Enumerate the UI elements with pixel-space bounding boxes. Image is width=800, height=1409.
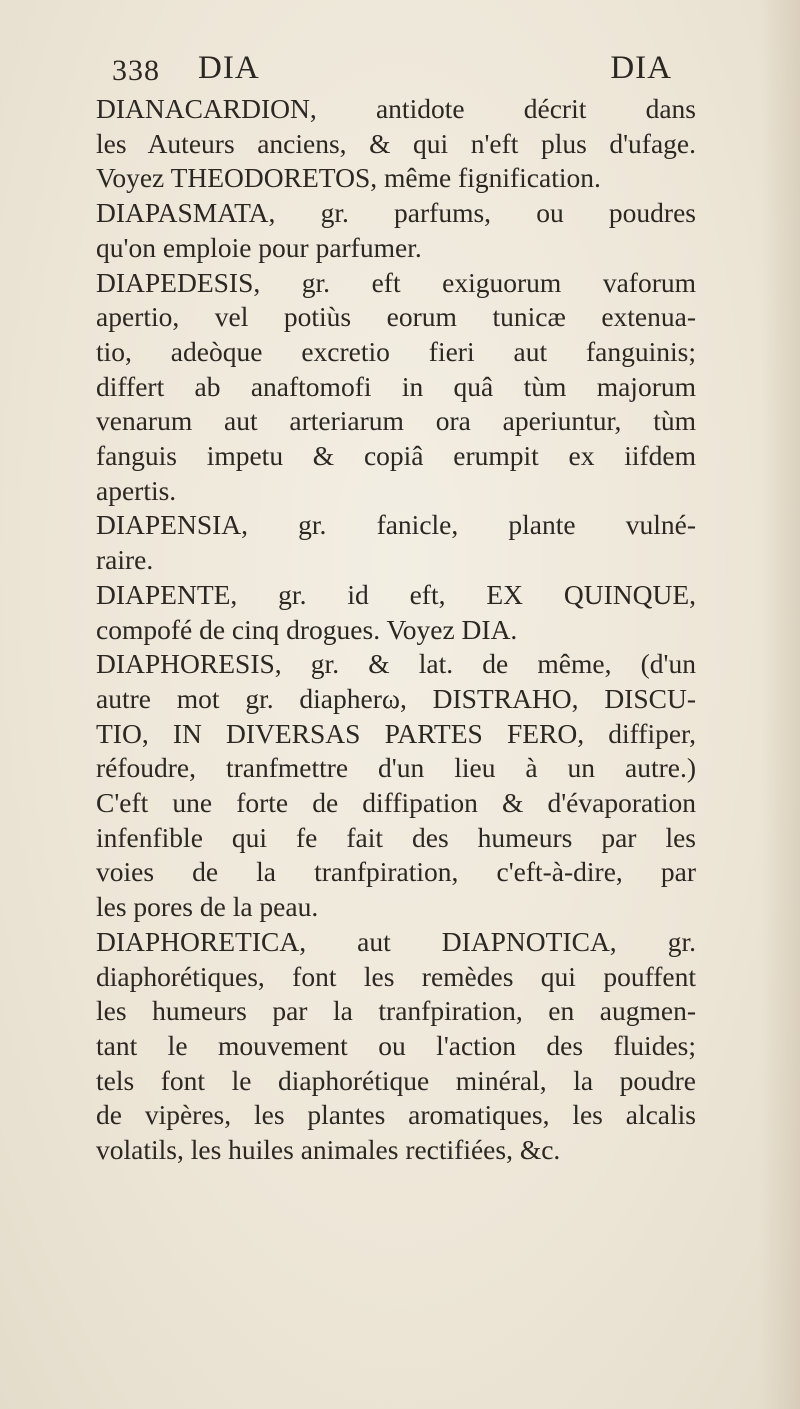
- text-line: DIANACARDION, antidote décrit dans: [96, 93, 696, 124]
- text-line: DIAPEDESIS, gr. eft exiguorum vaforum: [96, 266, 696, 298]
- entry-diapasmata: [96, 196, 696, 265]
- text-line: tels font le diaphorétique minéral, la poudre: [96, 1064, 696, 1096]
- text-line: tant le mouvement ou l'action des fluides;: [96, 1029, 696, 1061]
- header-right-word: DIA: [610, 50, 672, 86]
- header-left-word: DIA: [198, 50, 260, 86]
- text-line: diaphorétiques, font les remèdes qui pouffent: [96, 960, 696, 992]
- entry-diapedesis: [96, 266, 696, 509]
- text-line: differt ab anaftomofi in quâ tùm majorum: [96, 370, 696, 402]
- text-line: apertis.: [96, 474, 177, 506]
- text-line: DIAPHORETICA, aut DIAPNOTICA, gr.: [96, 925, 696, 957]
- entry-dianacardion: [96, 92, 696, 196]
- text-line: qu'on emploie pour parfumer.: [96, 231, 422, 263]
- page-number: 338: [112, 54, 160, 87]
- text-line: tio, adeòque excretio fieri aut fanguinis;: [96, 335, 696, 367]
- text-line: voies de la tranfpiration, c'eft-à-dire, par: [96, 856, 696, 888]
- dictionary-text: [96, 92, 696, 1168]
- text-line: les humeurs par la tranfpiration, en augmen-: [96, 995, 696, 1027]
- text-line: Voyez THEODORETOS, même fignification.: [96, 162, 601, 194]
- text-line: raire.: [96, 544, 154, 576]
- text-line: venarum aut arteriarum ora aperiuntur, tùm: [96, 405, 696, 437]
- text-line: les Auteurs anciens, & qui n'eft plus d'ufage.: [96, 127, 696, 159]
- entry-diapensia: [96, 508, 696, 577]
- running-header: [112, 50, 672, 94]
- entry-diapente: [96, 578, 696, 647]
- text-line: TIO, IN DIVERSAS PARTES FERO, diffiper,: [96, 717, 696, 749]
- text-line: apertio, vel potiùs eorum tunicæ extenua-: [96, 301, 696, 333]
- text-line: DIAPHORESIS, gr. & lat. de même, (d'un: [96, 648, 696, 680]
- text-line: les pores de la peau.: [96, 891, 319, 923]
- text-line: DIAPENTE, gr. id eft, EX QUINQUE,: [96, 578, 696, 610]
- text-line: DIAPASMATA, gr. parfums, ou poudres: [96, 197, 696, 229]
- text-line: C'eft une forte de diffipation & d'évaporation: [96, 787, 696, 819]
- text-line: infenfible qui fe fait des humeurs par les: [96, 821, 696, 853]
- entry-diaphoretica: [96, 925, 696, 1168]
- text-line: volatils, les huiles animales rectifiées, &c.: [96, 1134, 561, 1166]
- text-line: compofé de cinq drogues. Voyez DIA.: [96, 613, 518, 645]
- text-line: fanguis impetu & copiâ erumpit ex iifdem: [96, 440, 696, 472]
- text-line: autre mot gr. diapherω, DISTRAHO, DISCU-: [96, 682, 696, 714]
- entry-diaphoresis: [96, 647, 696, 925]
- text-line: de vipères, les plantes aromatiques, les alcalis: [96, 1099, 696, 1131]
- text-line: réfoudre, tranfmettre d'un lieu à un autre.): [96, 752, 696, 784]
- text-line: DIAPENSIA, gr. fanicle, plante vulné-: [96, 509, 696, 541]
